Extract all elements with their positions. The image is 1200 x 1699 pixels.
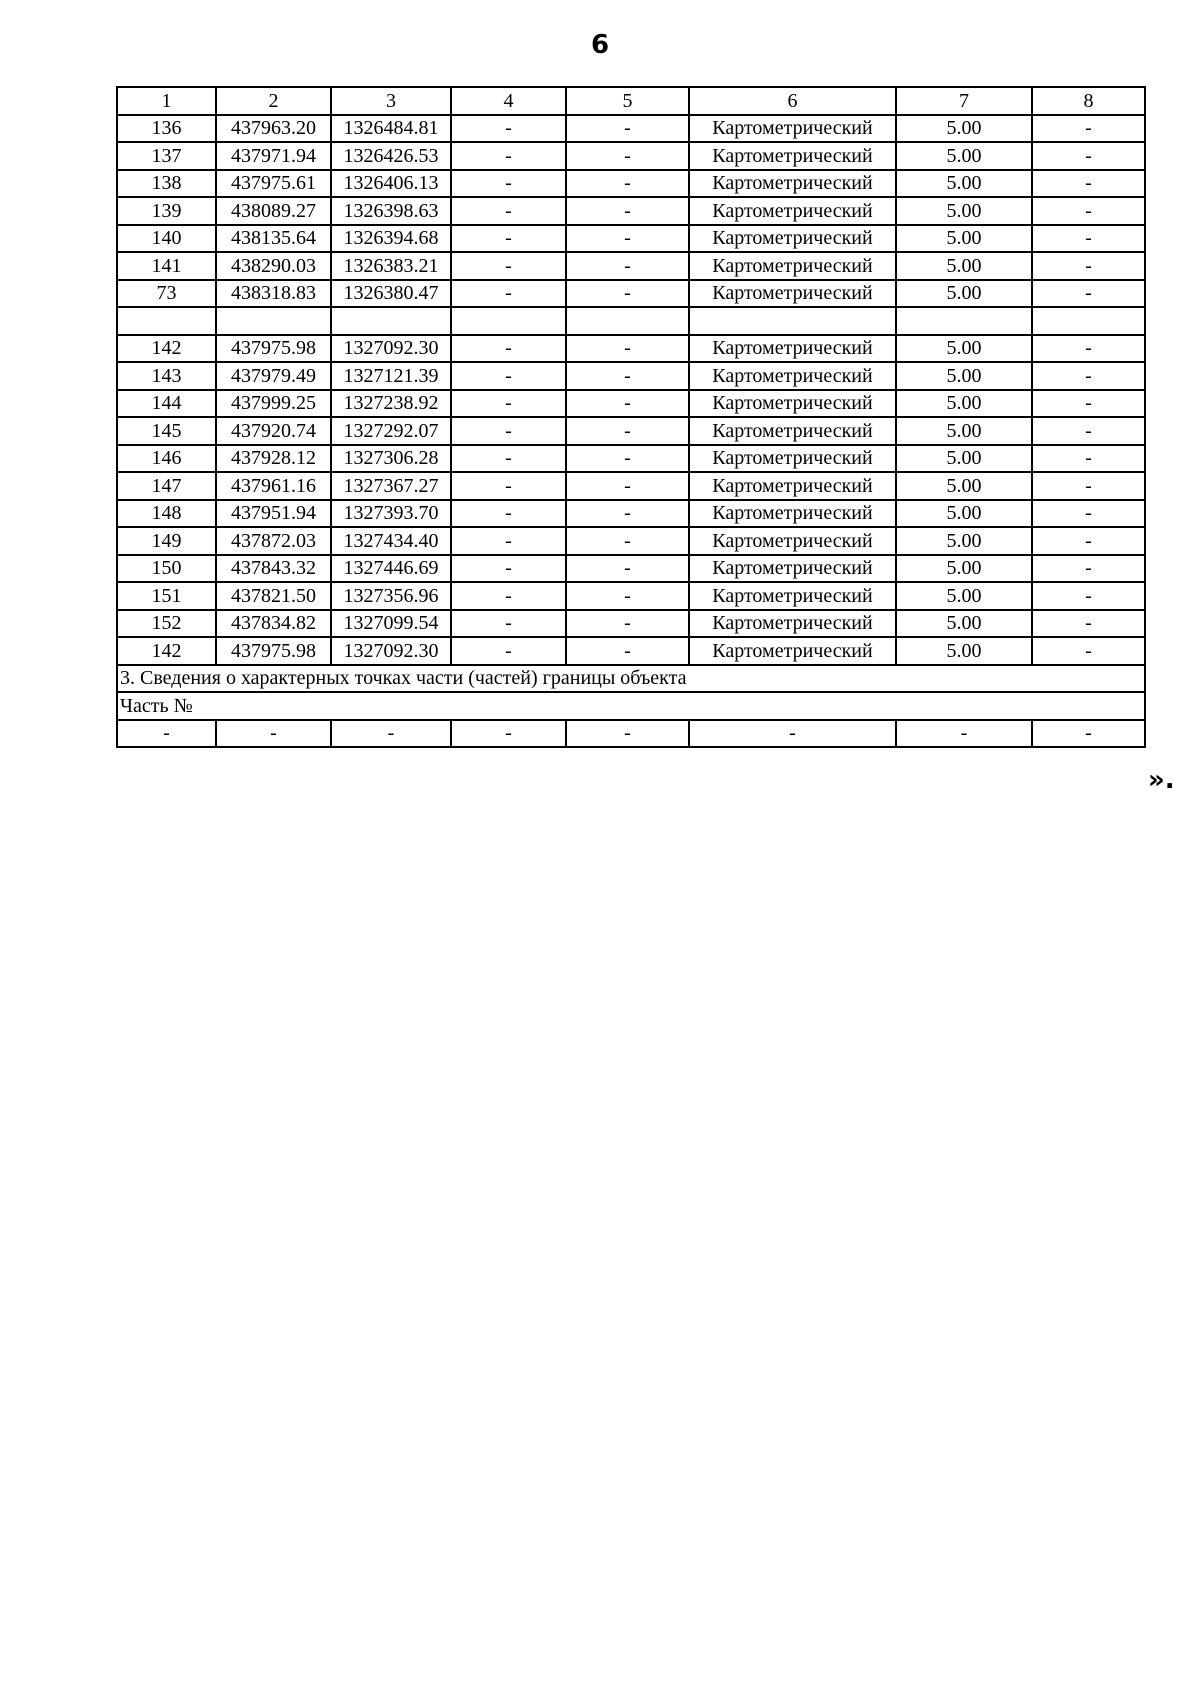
accuracy-cell: 5.00 xyxy=(896,280,1032,308)
table-row xyxy=(117,390,1145,418)
col-5-cell: - xyxy=(566,610,689,638)
coord-x-cell: 437961.16 xyxy=(216,472,331,500)
accuracy-cell: 5.00 xyxy=(896,472,1032,500)
col-8-cell: - xyxy=(1032,335,1145,363)
coord-x-cell: 437979.49 xyxy=(216,362,331,390)
coord-x-cell: - xyxy=(216,720,331,748)
accuracy-cell: 5.00 xyxy=(896,527,1032,555)
col-4-cell: - xyxy=(451,500,566,528)
method-cell: Картометрический xyxy=(689,610,896,638)
method-cell: Картометрический xyxy=(689,527,896,555)
table-row xyxy=(117,637,1145,665)
point-number-cell: 142 xyxy=(117,637,216,665)
coord-y-cell: 1326394.68 xyxy=(331,225,451,253)
empty-cell xyxy=(689,307,896,335)
coord-x-cell: 437872.03 xyxy=(216,527,331,555)
col-4-cell: - xyxy=(451,252,566,280)
col-5-cell: - xyxy=(566,445,689,473)
boundary-points-table xyxy=(116,86,1146,748)
accuracy-cell: 5.00 xyxy=(896,582,1032,610)
method-cell: Картометрический xyxy=(689,115,896,143)
coord-x-cell: 437928.12 xyxy=(216,445,331,473)
col-4-cell: - xyxy=(451,335,566,363)
part-points-row xyxy=(117,720,1145,748)
point-number-cell: 147 xyxy=(117,472,216,500)
table-row xyxy=(117,500,1145,528)
col-5-cell: - xyxy=(566,527,689,555)
table-row xyxy=(117,472,1145,500)
coord-y-cell: 1327121.39 xyxy=(331,362,451,390)
empty-cell xyxy=(331,307,451,335)
section-3-title-row xyxy=(117,665,1145,693)
accuracy-cell: 5.00 xyxy=(896,417,1032,445)
col-5-cell: - xyxy=(566,417,689,445)
col-4-cell: - xyxy=(451,417,566,445)
header-row xyxy=(117,87,1145,115)
coord-y-cell: 1327238.92 xyxy=(331,390,451,418)
point-number-cell: 149 xyxy=(117,527,216,555)
table-row xyxy=(117,527,1145,555)
table-row xyxy=(117,170,1145,198)
col-8-cell: - xyxy=(1032,170,1145,198)
section-3-title: 3. Сведения о характерных точках части (частей) границы объекта xyxy=(117,665,1145,693)
method-cell: Картометрический xyxy=(689,445,896,473)
coord-y-cell: 1327367.27 xyxy=(331,472,451,500)
coord-y-cell: - xyxy=(331,720,451,748)
accuracy-cell: 5.00 xyxy=(896,170,1032,198)
point-number-cell: 144 xyxy=(117,390,216,418)
method-cell: Картометрический xyxy=(689,252,896,280)
accuracy-cell: 5.00 xyxy=(896,197,1032,225)
accuracy-cell: 5.00 xyxy=(896,555,1032,583)
method-cell: Картометрический xyxy=(689,225,896,253)
col-5-cell: - xyxy=(566,197,689,225)
coord-x-cell: 437975.61 xyxy=(216,170,331,198)
coord-y-cell: 1327446.69 xyxy=(331,555,451,583)
coord-x-cell: 437971.94 xyxy=(216,142,331,170)
column-header: 2 xyxy=(216,87,331,115)
table-row xyxy=(117,197,1145,225)
empty-cell xyxy=(566,307,689,335)
column-header: 3 xyxy=(331,87,451,115)
empty-cell xyxy=(451,307,566,335)
point-number-cell: 146 xyxy=(117,445,216,473)
coord-y-cell: 1326398.63 xyxy=(331,197,451,225)
point-number-cell: 142 xyxy=(117,335,216,363)
coord-x-cell: 437975.98 xyxy=(216,335,331,363)
col-4-cell: - xyxy=(451,610,566,638)
table-row xyxy=(117,142,1145,170)
method-cell: Картометрический xyxy=(689,472,896,500)
col-8-cell: - xyxy=(1032,637,1145,665)
col-5-cell: - xyxy=(566,115,689,143)
accuracy-cell: 5.00 xyxy=(896,390,1032,418)
table-row xyxy=(117,225,1145,253)
col-8-cell: - xyxy=(1032,252,1145,280)
column-header: 7 xyxy=(896,87,1032,115)
coord-x-cell: 437999.25 xyxy=(216,390,331,418)
method-cell: Картометрический xyxy=(689,362,896,390)
col-8-cell: - xyxy=(1032,445,1145,473)
coord-y-cell: 1327099.54 xyxy=(331,610,451,638)
col-4-cell: - xyxy=(451,472,566,500)
col-5-cell: - xyxy=(566,362,689,390)
accuracy-cell: 5.00 xyxy=(896,445,1032,473)
table-row xyxy=(117,417,1145,445)
col-4-cell: - xyxy=(451,527,566,555)
col-8-cell: - xyxy=(1032,390,1145,418)
table-row xyxy=(117,555,1145,583)
point-number-cell: 141 xyxy=(117,252,216,280)
table-body xyxy=(117,87,1145,747)
coord-x-cell: 437821.50 xyxy=(216,582,331,610)
coord-y-cell: 1327092.30 xyxy=(331,335,451,363)
method-cell: Картометрический xyxy=(689,417,896,445)
col-8-cell: - xyxy=(1032,500,1145,528)
table-row xyxy=(117,280,1145,308)
method-cell: Картометрический xyxy=(689,142,896,170)
empty-cell xyxy=(1032,307,1145,335)
empty-cell xyxy=(216,307,331,335)
col-8-cell: - xyxy=(1032,362,1145,390)
coord-y-cell: 1326383.21 xyxy=(331,252,451,280)
table-row xyxy=(117,115,1145,143)
col-4-cell: - xyxy=(451,197,566,225)
coord-y-cell: 1326426.53 xyxy=(331,142,451,170)
col-5-cell: - xyxy=(566,252,689,280)
accuracy-cell: 5.00 xyxy=(896,610,1032,638)
point-number-cell: 140 xyxy=(117,225,216,253)
col-8-cell: - xyxy=(1032,417,1145,445)
col-4-cell: - xyxy=(451,637,566,665)
coord-x-cell: 438089.27 xyxy=(216,197,331,225)
coord-x-cell: 438290.03 xyxy=(216,252,331,280)
empty-cell xyxy=(896,307,1032,335)
method-cell: Картометрический xyxy=(689,390,896,418)
accuracy-cell: 5.00 xyxy=(896,362,1032,390)
col-5-cell: - xyxy=(566,142,689,170)
col-8-cell: - xyxy=(1032,225,1145,253)
column-header: 6 xyxy=(689,87,896,115)
col-8-cell: - xyxy=(1032,197,1145,225)
coord-y-cell: 1326484.81 xyxy=(331,115,451,143)
method-cell: Картометрический xyxy=(689,582,896,610)
col-5-cell: - xyxy=(566,500,689,528)
method-cell: Картометрический xyxy=(689,197,896,225)
accuracy-cell: - xyxy=(896,720,1032,748)
coord-y-cell: 1326406.13 xyxy=(331,170,451,198)
col-4-cell: - xyxy=(451,362,566,390)
col-5-cell: - xyxy=(566,335,689,363)
point-number-cell: 139 xyxy=(117,197,216,225)
col-8-cell: - xyxy=(1032,610,1145,638)
point-number-cell: 152 xyxy=(117,610,216,638)
col-4-cell: - xyxy=(451,142,566,170)
point-number-cell: 150 xyxy=(117,555,216,583)
column-header: 5 xyxy=(566,87,689,115)
col-4-cell: - xyxy=(451,445,566,473)
accuracy-cell: 5.00 xyxy=(896,500,1032,528)
coord-x-cell: 437951.94 xyxy=(216,500,331,528)
col-5-cell: - xyxy=(566,582,689,610)
col-4-cell: - xyxy=(451,280,566,308)
method-cell: Картометрический xyxy=(689,637,896,665)
separator-row xyxy=(117,307,1145,335)
coord-x-cell: 437834.82 xyxy=(216,610,331,638)
col-5-cell: - xyxy=(566,390,689,418)
point-number-cell: 151 xyxy=(117,582,216,610)
table-row xyxy=(117,362,1145,390)
point-number-cell: 137 xyxy=(117,142,216,170)
coord-x-cell: 437975.98 xyxy=(216,637,331,665)
col-5-cell: - xyxy=(566,637,689,665)
point-number-cell: 136 xyxy=(117,115,216,143)
coord-y-cell: 1327356.96 xyxy=(331,582,451,610)
col-8-cell: - xyxy=(1032,142,1145,170)
method-cell: Картометрический xyxy=(689,280,896,308)
table-row xyxy=(117,582,1145,610)
col-4-cell: - xyxy=(451,115,566,143)
col-4-cell: - xyxy=(451,390,566,418)
coord-x-cell: 438135.64 xyxy=(216,225,331,253)
coord-y-cell: 1327434.40 xyxy=(331,527,451,555)
coord-y-cell: 1326380.47 xyxy=(331,280,451,308)
point-number-cell: 148 xyxy=(117,500,216,528)
col-5-cell: - xyxy=(566,170,689,198)
col-5-cell: - xyxy=(566,472,689,500)
coord-y-cell: 1327292.07 xyxy=(331,417,451,445)
empty-cell xyxy=(117,307,216,335)
table-row xyxy=(117,252,1145,280)
column-header: 1 xyxy=(117,87,216,115)
part-number-label-row xyxy=(117,692,1145,720)
accuracy-cell: 5.00 xyxy=(896,115,1032,143)
col-4-cell: - xyxy=(451,225,566,253)
accuracy-cell: 5.00 xyxy=(896,335,1032,363)
col-5-cell: - xyxy=(566,720,689,748)
coord-y-cell: 1327092.30 xyxy=(331,637,451,665)
point-number-cell: 145 xyxy=(117,417,216,445)
coord-x-cell: 438318.83 xyxy=(216,280,331,308)
col-8-cell: - xyxy=(1032,115,1145,143)
col-8-cell: - xyxy=(1032,720,1145,748)
col-4-cell: - xyxy=(451,555,566,583)
col-4-cell: - xyxy=(451,170,566,198)
col-8-cell: - xyxy=(1032,582,1145,610)
point-number-cell: 138 xyxy=(117,170,216,198)
col-4-cell: - xyxy=(451,720,566,748)
col-8-cell: - xyxy=(1032,472,1145,500)
coord-y-cell: 1327393.70 xyxy=(331,500,451,528)
coord-x-cell: 437920.74 xyxy=(216,417,331,445)
coord-x-cell: 437843.32 xyxy=(216,555,331,583)
part-number-label: Часть № xyxy=(117,692,1145,720)
method-cell: Картометрический xyxy=(689,555,896,583)
col-5-cell: - xyxy=(566,280,689,308)
method-cell: Картометрический xyxy=(689,170,896,198)
point-number-cell: - xyxy=(117,720,216,748)
point-number-cell: 143 xyxy=(117,362,216,390)
table-row xyxy=(117,335,1145,363)
method-cell: Картометрический xyxy=(689,500,896,528)
coord-x-cell: 437963.20 xyxy=(216,115,331,143)
closing-quote-mark: ». xyxy=(1148,765,1175,795)
col-4-cell: - xyxy=(451,582,566,610)
accuracy-cell: 5.00 xyxy=(896,142,1032,170)
col-5-cell: - xyxy=(566,225,689,253)
accuracy-cell: 5.00 xyxy=(896,225,1032,253)
table-row xyxy=(117,445,1145,473)
table-row xyxy=(117,610,1145,638)
coord-y-cell: 1327306.28 xyxy=(331,445,451,473)
column-header: 4 xyxy=(451,87,566,115)
col-8-cell: - xyxy=(1032,555,1145,583)
column-header: 8 xyxy=(1032,87,1145,115)
point-number-cell: 73 xyxy=(117,280,216,308)
col-8-cell: - xyxy=(1032,280,1145,308)
method-cell: Картометрический xyxy=(689,335,896,363)
accuracy-cell: 5.00 xyxy=(896,637,1032,665)
col-5-cell: - xyxy=(566,555,689,583)
col-8-cell: - xyxy=(1032,527,1145,555)
method-cell: - xyxy=(689,720,896,748)
page-number: 6 xyxy=(590,30,610,60)
accuracy-cell: 5.00 xyxy=(896,252,1032,280)
